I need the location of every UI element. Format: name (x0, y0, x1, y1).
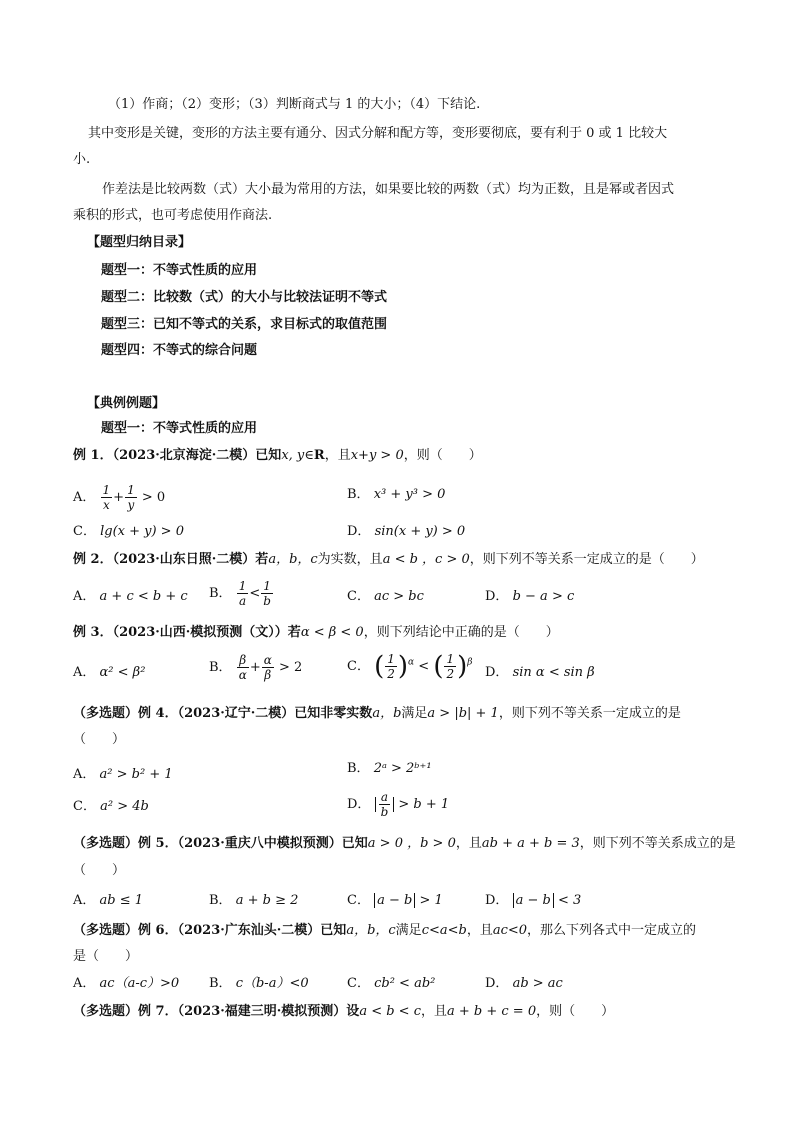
option-label: B． (209, 976, 232, 991)
option-label: C． (347, 893, 370, 908)
q5-end: ，则下列不等关系成立的是 (579, 836, 736, 851)
q4-optA: a² > b² + 1 (99, 767, 173, 782)
q1-optB: x³ + y³ > 0 (373, 487, 446, 502)
q2-end: ，则下列不等关系一定成立的是（ ） (469, 552, 704, 567)
q5-option-b[interactable] (209, 892, 298, 910)
q3-optA: α² < β² (99, 665, 146, 680)
q6-optD: ab > ac (512, 976, 563, 991)
question-5-stem (73, 835, 736, 853)
question-4-prefix: （多选题）例 4．（2023·辽宁·二模）已知非零实数 (73, 706, 373, 721)
question-1-stem (73, 447, 482, 465)
option-label: D． (347, 524, 371, 539)
q2-option-c[interactable] (347, 588, 424, 606)
frac-half-1: $\frac{1}{2}$ (387, 652, 395, 681)
q3-optD: sin α < sin β (512, 665, 595, 680)
q2-optA: a + c < b + c (99, 589, 188, 604)
question-5-blank: （ ） (73, 863, 126, 878)
q7-end: ，则（ ） (536, 1004, 615, 1019)
q3-lt: < (418, 659, 430, 674)
frac-1-y: $\frac{1}{y}$ (127, 483, 135, 512)
question-3-stem (73, 624, 559, 642)
frac-half-2: $\frac{1}{2}$ (446, 652, 455, 681)
question-7-stem (73, 1003, 614, 1021)
catalog-item-2: 题型二：比较数（式）的大小与比较法证明不等式 (101, 290, 388, 305)
question-6-prefix: （多选题）例 6．（2023·广东汕头·二模）已知 (73, 923, 347, 938)
catalog-item-3: 题型三：已知不等式的关系，求目标式的取值范围 (101, 317, 388, 332)
option-label: A． (73, 976, 96, 991)
q4-optB: 2ᵃ > 2ᵇ⁺¹ (373, 761, 432, 776)
q2-optC: ac > bc (374, 589, 424, 604)
q2-option-a[interactable] (73, 588, 188, 606)
question-4-blank: （ ） (73, 732, 126, 747)
q1-option-a[interactable]: A． $\frac{1}{x}$ + $\frac{1}{y}$ > 0 (73, 483, 166, 512)
q4-vars: a，b (372, 706, 402, 721)
option-label: B． (209, 893, 232, 908)
q3-cond: α < β < 0 (300, 625, 364, 640)
q5-option-d[interactable] (485, 892, 581, 910)
q5-cond: a > 0 ，b > 0 (367, 836, 456, 851)
q2-option-d[interactable] (485, 588, 574, 606)
catalog-item-1: 题型一：不等式性质的应用 (101, 263, 258, 278)
q3-plus: + (249, 660, 261, 675)
type1-title: 题型一：不等式性质的应用 (101, 421, 258, 436)
q2-option-b[interactable] (209, 579, 274, 608)
q4-option-b[interactable] (347, 760, 432, 778)
option-label: D． (485, 893, 509, 908)
option-label: C． (73, 524, 96, 539)
frac-a-b: $\frac{a}{b}$ (380, 790, 389, 819)
catalog-item-4: 题型四：不等式的综合问题 (101, 343, 258, 358)
q6-cond: c<a<b (421, 923, 467, 938)
q5-optC-tail: > 1 (419, 893, 443, 908)
q7-cond2: a + b + c = 0 (447, 1004, 537, 1019)
q2-cond: a < b ，c > 0 (382, 552, 470, 567)
option-label: D． (485, 665, 509, 680)
q6-optA: ac（a-c）>0 (99, 976, 180, 991)
q1-option-d[interactable] (347, 523, 465, 541)
intro-para1-line2: 小. (73, 152, 91, 167)
frac-1-a: $\frac{1}{a}$ (238, 579, 247, 608)
q6-vars: a，b，c (346, 923, 396, 938)
q1-optA-tail: > 0 (141, 490, 166, 505)
option-label: A． (73, 767, 96, 782)
q2-lt: < (249, 586, 261, 601)
option-label: C． (347, 976, 370, 991)
q5-mid: ，且 (455, 836, 482, 851)
q6-end: ，那么下列各式中一定成立的 (527, 923, 697, 938)
q6-option-c[interactable] (347, 975, 435, 993)
q1-option-c[interactable] (73, 523, 184, 541)
q4-optC: a² > 4b (100, 799, 149, 814)
q5-optB: a + b ≥ 2 (235, 893, 299, 908)
q3-option-b[interactable] (209, 653, 302, 682)
option-label: D． (485, 976, 509, 991)
question-4-stem (73, 705, 681, 723)
intro-para2-line1: 作差法是比较两数（式）大小最为常用的方法，如果要比较的两数（式）均为正数，且是幂或者因式 (102, 182, 675, 197)
examples-heading: 【典例例题】 (87, 396, 166, 411)
q1-optD: sin(x + y) > 0 (374, 524, 466, 539)
q3-option-d[interactable] (485, 664, 595, 682)
intro-para1-line1: 其中变形是关键，变形的方法主要有通分、因式分解和配方等，变形要彻底，要有利于 0 或 1 比较大 (88, 126, 668, 141)
intro-steps: （1）作商；（2）变形；（3）判断商式与 1 的大小；（4）下结论. (108, 97, 481, 112)
q1-end: ，则（ ） (403, 448, 482, 463)
q1-in: ∈ (304, 448, 314, 463)
q5-optD-tail: < 3 (557, 893, 582, 908)
option-label: B． (347, 761, 370, 776)
q6-option-d[interactable] (485, 975, 563, 993)
option-label: A． (73, 893, 96, 908)
question-7-prefix: （多选题）例 7．（2023·福建三明·模拟预测）设 (73, 1004, 360, 1019)
option-label: A． (73, 589, 96, 604)
q1-set: R (313, 448, 325, 463)
q6-option-b[interactable] (209, 975, 309, 993)
frac-beta-alpha: $\frac{\beta}{\alpha}$ (238, 653, 247, 682)
q2-optD: b − a > c (512, 589, 575, 604)
q1-optC: lg(x + y) > 0 (100, 524, 184, 539)
question-2-prefix: 例 2．（2023·山东日照·二模）若 (73, 552, 269, 567)
q7-mid: ，且 (420, 1004, 447, 1019)
frac-1-x: $\frac{1}{x}$ (102, 483, 111, 512)
frac-alpha-beta: $\frac{\alpha}{\beta}$ (263, 653, 272, 682)
question-1-prefix: 例 1．（2023·北京海淀·二模）已知 (73, 448, 282, 463)
q2-mid: 为实数，且 (317, 552, 383, 567)
option-label: A． (73, 665, 96, 680)
question-6-stem (73, 922, 696, 940)
q4-option-a[interactable] (73, 766, 173, 784)
q5-option-c[interactable] (347, 892, 443, 910)
q3-optB-tail: > 2 (278, 660, 303, 675)
option-label: D． (485, 589, 509, 604)
q6-mid2: ，且 (466, 923, 493, 938)
option-label: C． (73, 799, 96, 814)
question-3-prefix: 例 3．（2023·山西·模拟预测（文））若 (73, 625, 301, 640)
catalog-heading: 【题型归纳目录】 (87, 235, 192, 250)
option-label: B． (209, 586, 232, 601)
question-2-stem (73, 551, 704, 569)
q5-abs-c: a − b (374, 893, 415, 908)
option-label: C． (347, 659, 370, 674)
q7-cond: a < b < c (359, 1004, 421, 1019)
q1-option-b[interactable] (347, 486, 445, 504)
option-label: C． (347, 589, 370, 604)
q1-vars: x, y (281, 448, 305, 463)
q3-option-c[interactable]: C． ( $\frac{1}{2}$ )$^\alpha$ < ( $\frac{1}{2}$ )$^\beta$ (347, 651, 473, 682)
option-label: B． (209, 660, 232, 675)
q4-option-c[interactable] (73, 798, 149, 816)
option-label: B． (347, 487, 370, 502)
intro-para2-line2: 乘积的形式，也可考虑使用作商法. (73, 208, 273, 223)
q6-option-a[interactable] (73, 975, 179, 993)
q4-option-d[interactable] (347, 790, 449, 819)
q5-optA: ab ≤ 1 (99, 893, 144, 908)
q5-cond2: ab + a + b = 3 (481, 836, 580, 851)
q5-abs-d: a − b (513, 893, 554, 908)
option-label: D． (347, 797, 371, 812)
question-6-line2: 是（ ） (73, 949, 139, 964)
q4-optD-tail: > b + 1 (398, 797, 450, 812)
q4-mid: 满足 (401, 706, 428, 721)
q1-mid: ，且 (324, 448, 351, 463)
q6-optC: cb² < ab² (374, 976, 436, 991)
frac-1-b: $\frac{1}{b}$ (263, 579, 271, 608)
q4-cond: a > |b| + 1 (427, 706, 499, 721)
q6-mid: 满足 (395, 923, 422, 938)
question-5-prefix: （多选题）例 5．（2023·重庆八中模拟预测）已知 (73, 836, 368, 851)
q6-cond2: ac<0 (492, 923, 528, 938)
q6-optB: c（b-a）<0 (235, 976, 309, 991)
q5-option-a[interactable] (73, 892, 143, 910)
q3-end: ，则下列结论中正确的是（ ） (363, 625, 559, 640)
q3-option-a[interactable] (73, 664, 145, 682)
q2-vars: a，b，c (268, 552, 318, 567)
q4-end: ，则下列不等关系一定成立的是 (498, 706, 681, 721)
option-label: A． (73, 490, 96, 505)
q1-cond: x+y > 0 (350, 448, 404, 463)
